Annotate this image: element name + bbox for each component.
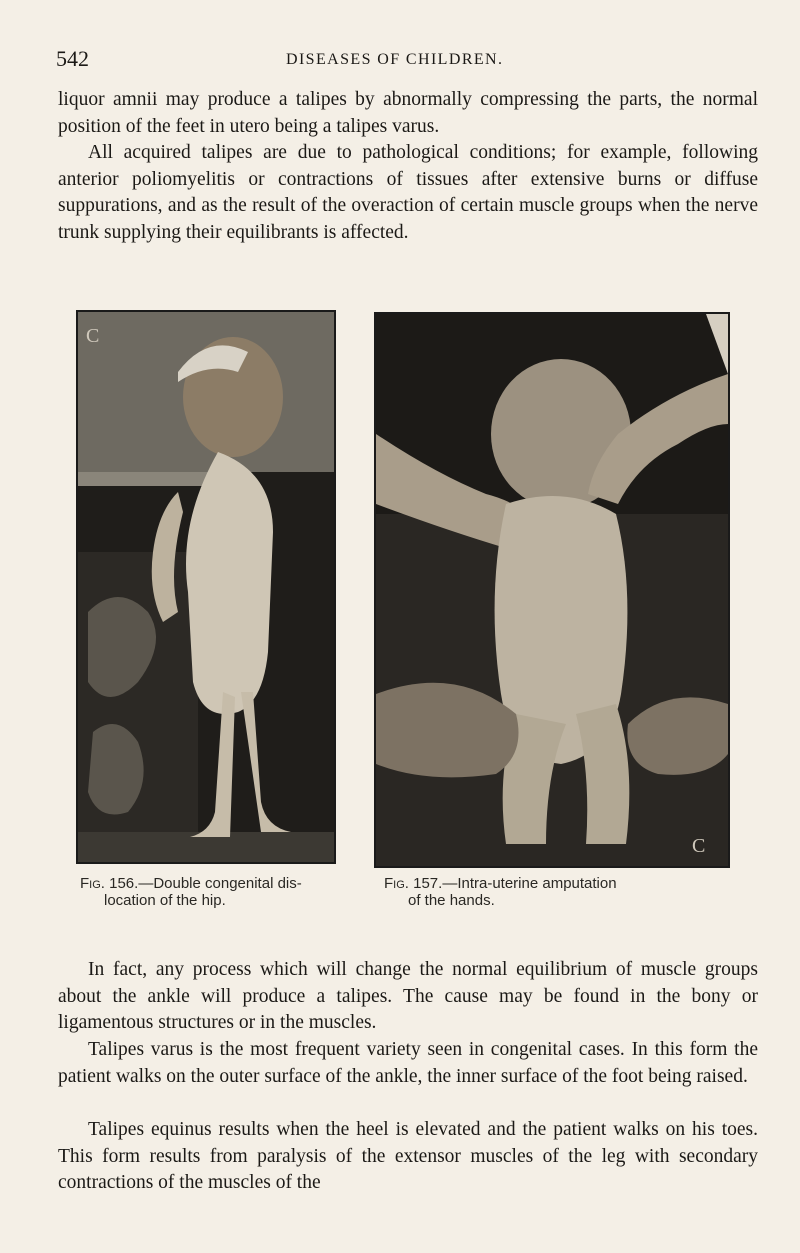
paragraph-acquired-talipes: All acquired talipes are due to pathological conditions; for example, following anterior poliomyelitis or contractions of tissues after extensive burns or diffuse suppurations, and as the result of the overaction of certain muscle groups when the nerve trunk supplying their equilibrants is affected. <box>58 142 758 243</box>
figure-156-label: Fig. 156. <box>80 875 139 892</box>
copyright-mark: C <box>86 325 100 347</box>
figure-157-caption <box>384 875 744 909</box>
paragraph-in-fact: In fact, any process which will change the normal equilibrium of muscle groups about the ankle will produce a talipes. The cause may be found in the bony or ligamentous structures or in the muscles. <box>58 959 758 1033</box>
figure-157-caption-line2: of the hands. <box>408 892 495 909</box>
figure-156-caption <box>80 875 360 909</box>
figure-157-label: Fig. 157. <box>384 875 443 892</box>
figure-157-photo <box>374 312 730 868</box>
page-header <box>56 46 756 74</box>
figure-156-photo <box>76 310 336 864</box>
paragraph-talipes-equinus: Talipes equinus results when the heel is elevated and the patient walks on his toes. This form results from paralysis of the extensor muscles of the leg with secondary contractions of the muscles of the <box>58 1119 758 1193</box>
figure-156-caption-line2: location of the hip. <box>104 892 226 909</box>
running-head: DISEASES OF CHILDREN. <box>286 51 504 68</box>
figure-156-caption-line1: —Double congenital dis- <box>138 875 302 892</box>
page-number: 542 <box>56 46 89 71</box>
child-standing-photo <box>78 312 334 862</box>
figure-157-caption-line1: —Intra-uterine amputation <box>442 875 617 892</box>
copyright-mark: C <box>692 835 706 857</box>
paragraph-liquor-amnii: liquor amnii may produce a talipes by abnormally compressing the parts, the normal position of the feet in utero being a talipes varus. <box>58 89 758 137</box>
infant-held-photo <box>376 314 728 866</box>
paragraph-talipes-varus: Talipes varus is the most frequent variety seen in congenital cases. In this form the patient walks on the outer surface of the ankle, the inner surface of the foot being raised. <box>58 1039 758 1087</box>
